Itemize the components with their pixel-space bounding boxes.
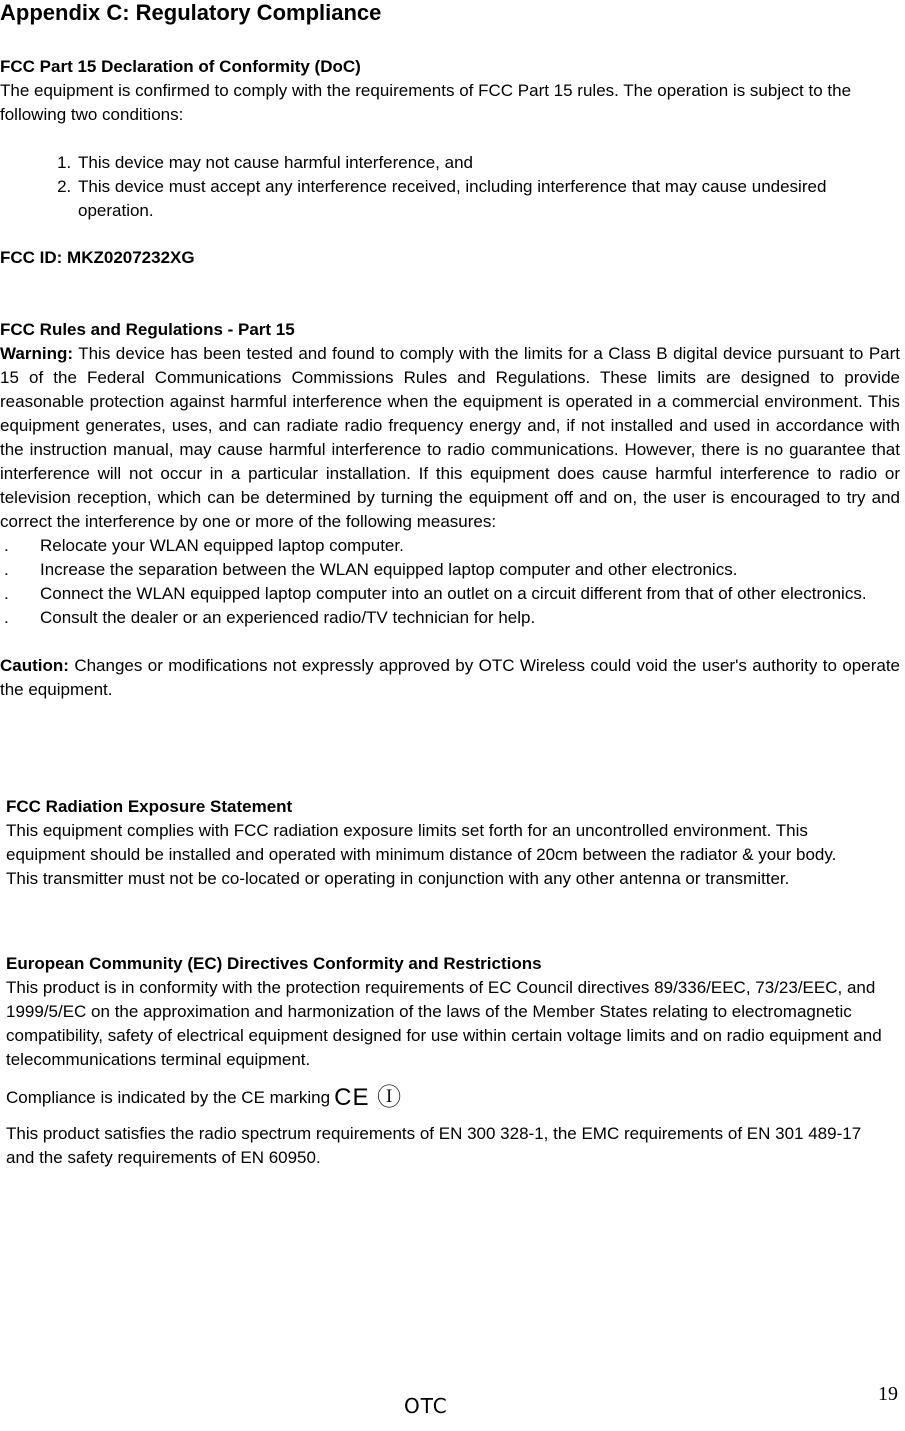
compliance-line bbox=[6, 1086, 905, 1110]
page-number: 19 bbox=[878, 1383, 898, 1405]
condition-item: 2. This device must accept any interference received, including interference that may cause undesired operation. bbox=[76, 175, 905, 223]
measure-item bbox=[0, 582, 900, 606]
doc-intro: The equipment is confirmed to comply with the requirements of FCC Part 15 rules. The operation is subject to the following two conditions: bbox=[0, 81, 852, 124]
doc-heading: FCC Part 15 Declaration of Conformity (DoC) bbox=[0, 57, 361, 76]
warning-label: Warning: bbox=[0, 344, 74, 363]
warning-paragraph bbox=[0, 342, 900, 534]
ec-text: This product is in conformity with the protection requirements of EC Council directives 89/336/EEC, 73/23/EEC, and 1999/5/EC on the approximation and harmonization of the laws of the Member States relating to electromagnetic compatibility, safety of electrical equipment designed for use within certain voltage limits and on radio equipment and telecommunications terminal equipment. bbox=[6, 978, 882, 1069]
measure-text: Relocate your WLAN equipped laptop computer. bbox=[40, 536, 404, 555]
measure-text: Increase the separation between the WLAN equipped laptop computer and other electronics. bbox=[40, 560, 738, 579]
fcc-id: FCC ID: MKZ0207232XG bbox=[0, 248, 195, 267]
spectrum-text: This product satisfies the radio spectrum requirements of EN 300 328-1, the EMC requirements of EN 301 489-17 and the safety requirements of EN 60950. bbox=[6, 1124, 862, 1167]
ec-heading: European Community (EC) Directives Conformity and Restrictions bbox=[6, 954, 542, 973]
caution-text: Changes or modifications not expressly approved by OTC Wireless could void the user's authority to operate the equipment. bbox=[0, 656, 900, 699]
bullet-dot: . bbox=[4, 536, 9, 555]
bullet-dot: . bbox=[4, 608, 9, 627]
caution-paragraph bbox=[0, 654, 900, 702]
page-title: Appendix C: Regulatory Compliance bbox=[0, 0, 382, 25]
measures-list bbox=[0, 534, 900, 630]
fcc-id-section bbox=[0, 246, 905, 270]
warning-text: This device has been tested and found to comply with the limits for a Class B digital device pursuant to Part 15 of the Federal Communications Commissions Rules and Regulations. These limits are designed to provide reasonable protection against harmful interference when the equipment is operated in a commercial environment. This equipment generates, uses, and can radiate radio frequency energy and, if not installed and used in accordance with the instruction manual, may cause harmful interference to radio communications. However, there is no guarantee that interference will not occur in a particular installation. If this equipment does cause harmful interference to radio or television reception, which can be determined by turning the equipment off and on, the user is encouraged to try and correct the interference by one or more of the following measures: bbox=[0, 344, 901, 531]
rules-heading: FCC Rules and Regulations - Part 15 bbox=[0, 320, 295, 339]
rules-section bbox=[0, 318, 905, 702]
measure-text: Consult the dealer or an experienced radio/TV technician for help. bbox=[40, 608, 536, 627]
compliance-text: Compliance is indicated by the CE marking bbox=[6, 1088, 331, 1107]
radiation-text: This equipment complies with FCC radiation exposure limits set forth for an uncontrolled environment. This equipment should be installed and operated with minimum distance of 20cm between the radiator & your body. This transmitter must not be co-located or operating in conjunction with any other antenna or transmitter. bbox=[6, 821, 837, 888]
measure-item bbox=[0, 534, 900, 558]
caution-label: Caution: bbox=[0, 656, 69, 675]
measure-text: Connect the WLAN equipped laptop computer into an outlet on a circuit different from that of other electronics. bbox=[40, 584, 867, 603]
otc-logo: OTC bbox=[404, 1394, 448, 1418]
ec-section bbox=[6, 952, 905, 1170]
measure-item bbox=[0, 606, 900, 630]
radiation-heading: FCC Radiation Exposure Statement bbox=[6, 797, 293, 816]
bullet-dot: . bbox=[4, 584, 9, 603]
ce-mark-icon: CE Ⓘ bbox=[334, 1084, 403, 1111]
doc-section bbox=[0, 55, 905, 223]
condition-item: 1. This device may not cause harmful interference, and bbox=[76, 151, 905, 175]
measure-item bbox=[0, 558, 900, 582]
conditions-list bbox=[0, 151, 905, 223]
radiation-section bbox=[6, 795, 905, 891]
bullet-dot: . bbox=[4, 560, 9, 579]
